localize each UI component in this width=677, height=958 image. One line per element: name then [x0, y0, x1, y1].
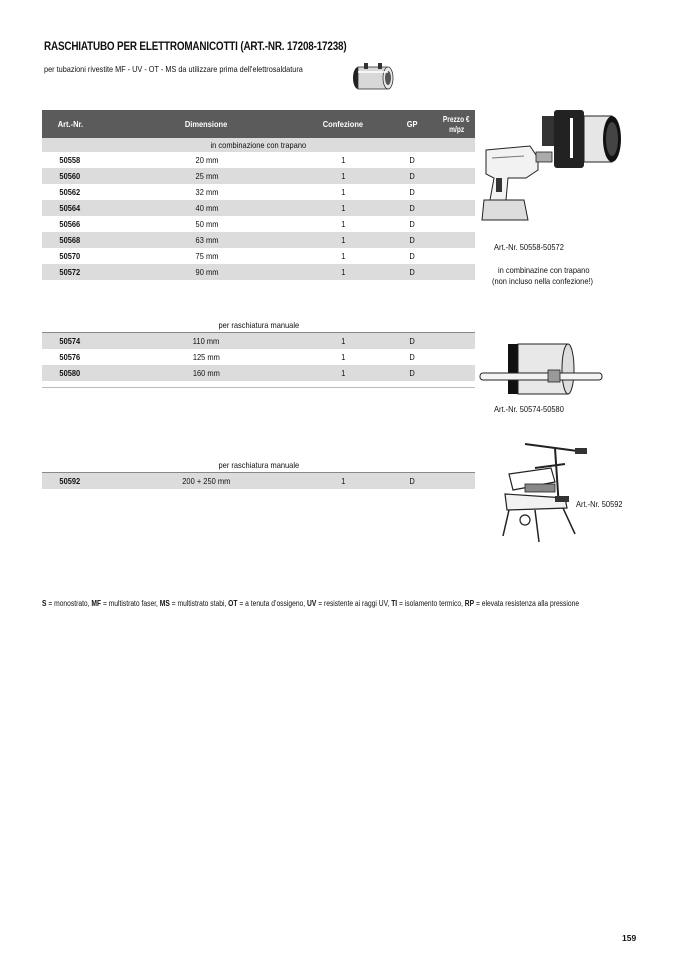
cell-gp: D [409, 219, 415, 229]
table-row [42, 168, 475, 184]
cell-dimension: 20 mm [195, 155, 218, 165]
cell-package: 1 [340, 203, 346, 213]
manual-scraper-image [478, 340, 608, 400]
cell-art: 50572 [59, 267, 81, 277]
cell-gp: D [409, 203, 415, 213]
cell-gp: D [409, 155, 415, 165]
table-spacer-row [42, 381, 475, 388]
abbr-rp: RP [464, 599, 475, 608]
cell-gp: D [409, 352, 415, 362]
cell-dimension: 200 + 250 mm [182, 476, 231, 486]
cell-gp: D [409, 171, 415, 181]
cell-art: 50574 [59, 336, 81, 346]
abbr-ot: OT [228, 599, 238, 608]
cell-package: 1 [340, 267, 346, 277]
table-row [42, 365, 475, 381]
cell-dimension: 160 mm [192, 368, 221, 378]
drill-note-line1: in combinazine con trapano [498, 265, 590, 275]
page-title: RASCHIATUBO PER ELETTROMANICOTTI (ART.-NR. 17208-17238) [44, 41, 347, 53]
large-art-caption: Art.-Nr. 50592 [576, 499, 623, 509]
cell-package: 1 [340, 187, 346, 197]
cell-package: 1 [340, 368, 346, 378]
abbreviation-legend [42, 599, 579, 608]
cell-gp: D [409, 235, 415, 245]
abbr-s-text: = monostrato, [46, 599, 92, 608]
header-dimension: Dimensione [185, 119, 228, 129]
abbr-mf-text: = multistrato faser, [101, 599, 160, 608]
header-package: Confezione [322, 119, 364, 129]
table-row [42, 473, 475, 490]
section-label: in combinazione con trapano [210, 140, 307, 150]
large-scraper-image [495, 438, 595, 548]
electrofusion-coupler-icon [350, 60, 396, 94]
table-row [42, 333, 475, 350]
cell-gp: D [409, 336, 415, 346]
table-row [42, 184, 475, 200]
cell-art: 50564 [59, 203, 81, 213]
header-price-line1: Prezzo € [442, 114, 470, 124]
section-label: per raschiatura manuale [218, 320, 299, 330]
abbr-ms-text: = multistrato stabi, [169, 599, 229, 608]
abbr-uv-text: = resistente ai raggi UV, [316, 599, 392, 608]
table-row [42, 152, 475, 168]
abbr-uv: UV [307, 599, 317, 608]
section-row [42, 318, 475, 333]
cell-art: 50560 [59, 171, 81, 181]
cell-package: 1 [340, 251, 346, 261]
drill-note-line2: (non incluso nella confezione!) [492, 276, 594, 286]
table-row [42, 200, 475, 216]
section-row [42, 138, 475, 152]
cell-gp: D [409, 187, 415, 197]
abbr-rp-text: = elevata resistenza alla pressione [474, 599, 580, 608]
table-header-row [42, 110, 475, 138]
cell-package: 1 [340, 155, 346, 165]
cell-dimension: 50 mm [195, 219, 218, 229]
header-price [441, 114, 471, 134]
cell-package: 1 [340, 336, 346, 346]
cell-dimension: 40 mm [195, 203, 218, 213]
abbr-mf: MF [91, 599, 102, 608]
cell-dimension: 32 mm [195, 187, 218, 197]
cell-art: 50570 [59, 251, 81, 261]
cell-art: 50558 [59, 155, 81, 165]
cell-gp: D [409, 267, 415, 277]
abbr-ms: MS [159, 599, 170, 608]
header-gp: GP [406, 119, 418, 129]
cell-dimension: 75 mm [195, 251, 218, 261]
cell-package: 1 [340, 352, 346, 362]
abbr-ot-text: = a tenuta d’ossigeno, [237, 599, 308, 608]
manual-art-caption: Art.-Nr. 50574-50580 [494, 404, 564, 414]
cell-art: 50580 [59, 368, 81, 378]
drill-art-caption: Art.-Nr. 50558-50572 [494, 242, 564, 252]
cell-art: 50562 [59, 187, 81, 197]
table-row [42, 349, 475, 365]
cell-gp: D [409, 476, 415, 486]
cell-package: 1 [340, 235, 346, 245]
cell-art: 50592 [59, 476, 81, 486]
product-table-drill [42, 110, 475, 280]
table-row [42, 264, 475, 280]
cell-gp: D [409, 251, 415, 261]
cell-dimension: 125 mm [192, 352, 221, 362]
product-table-manual [42, 318, 475, 388]
header-price-line2: m/pz [448, 124, 464, 134]
cell-dimension: 110 mm [193, 336, 220, 346]
cell-package: 1 [340, 171, 346, 181]
page-subtitle: per tubazioni rivestite MF - UV - OT - MS da utilizzare prima dell'elettrosaldatura [44, 64, 303, 74]
section-label: per raschiatura manuale [218, 460, 299, 470]
drill-scraper-image [480, 108, 630, 233]
page-number: 159 [622, 933, 637, 943]
abbr-ti: TI [391, 599, 398, 608]
cell-art: 50576 [59, 352, 81, 362]
abbr-ti-text: = isolamento termico, [397, 599, 465, 608]
header-art: Art.-Nr. [57, 119, 84, 129]
table-row [42, 248, 475, 264]
cell-package: 1 [340, 476, 346, 486]
cell-dimension: 63 mm [195, 235, 218, 245]
cell-art: 50566 [59, 219, 81, 229]
cell-gp: D [409, 368, 415, 378]
section-row [42, 458, 475, 473]
product-table-large [42, 458, 475, 489]
cell-dimension: 90 mm [195, 267, 218, 277]
table-row [42, 232, 475, 248]
cell-art: 50568 [59, 235, 81, 245]
cell-package: 1 [340, 219, 346, 229]
cell-dimension: 25 mm [195, 171, 218, 181]
abbr-s: S [42, 599, 47, 608]
table-row [42, 216, 475, 232]
